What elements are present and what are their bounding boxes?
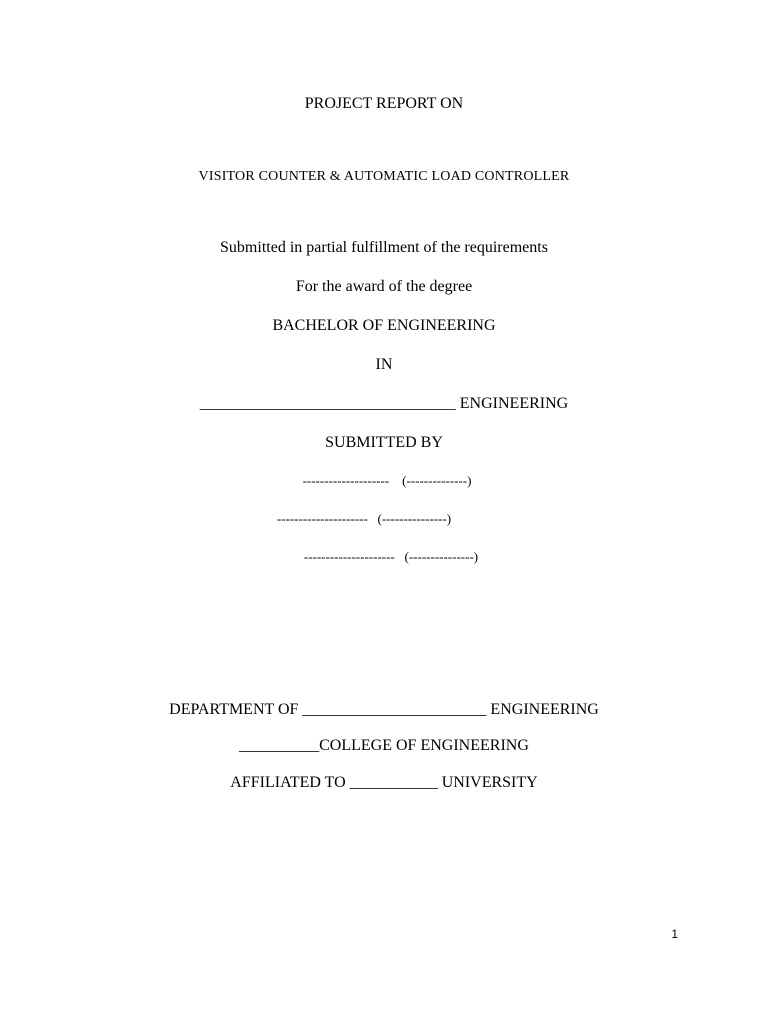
degree-line: BACHELOR OF ENGINEERING	[272, 317, 496, 334]
student-line-3: --------------------- (---------------)	[303, 549, 479, 564]
student-line-2: --------------------- (---------------)	[276, 511, 452, 526]
project-title: VISITOR COUNTER & AUTOMATIC LOAD CONTROLLER	[198, 169, 570, 184]
student-line-1: -------------------- (--------------)	[302, 473, 472, 488]
submitted-by-line: SUBMITTED BY	[325, 434, 443, 451]
page-number: 1	[671, 927, 678, 941]
department-line: DEPARTMENT OF _______________________ ENGINEERING	[169, 701, 599, 718]
in-line: IN	[375, 356, 393, 373]
affiliation-line: AFFILIATED TO ___________ UNIVERSITY	[230, 774, 538, 791]
submitted-line: Submitted in partial fulfillment of the requirements	[220, 239, 548, 256]
award-line: For the award of the degree	[295, 278, 473, 295]
college-line: __________COLLEGE OF ENGINEERING	[239, 737, 529, 754]
branch-line: ________________________________ ENGINEERING	[199, 395, 569, 412]
report-heading: PROJECT REPORT ON	[304, 95, 464, 112]
